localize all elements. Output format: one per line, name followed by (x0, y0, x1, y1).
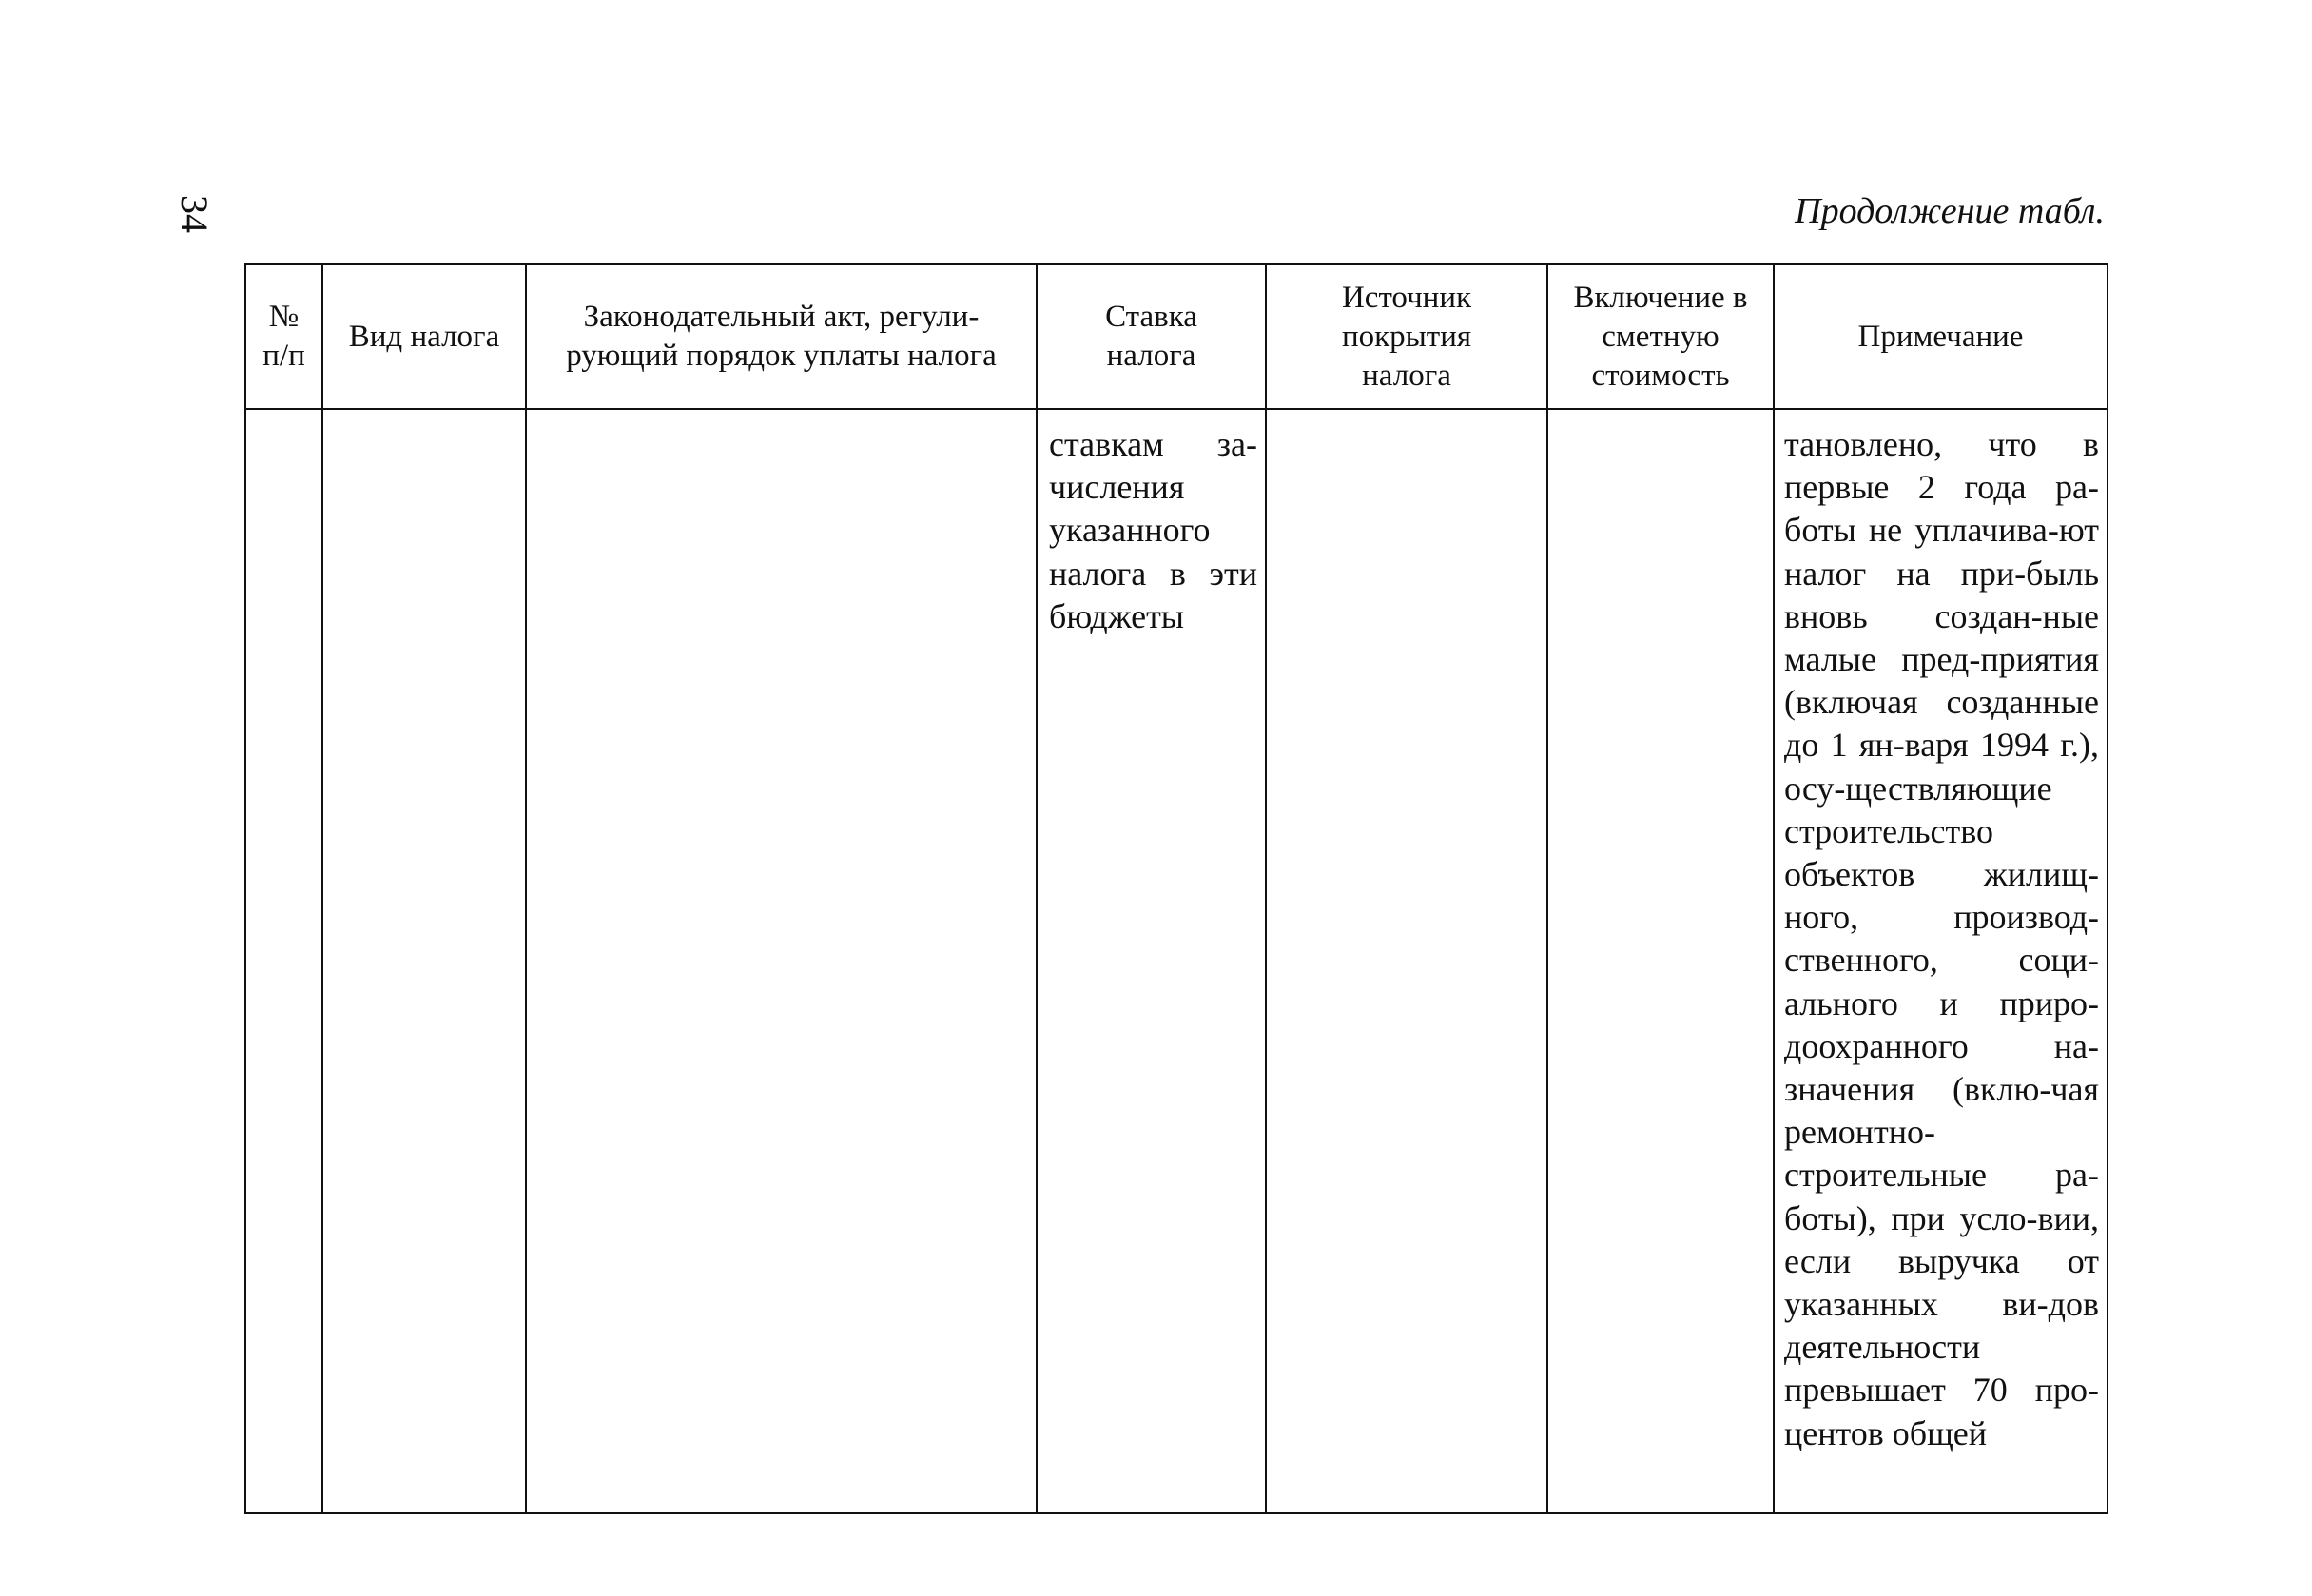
rate-text: ставкам за-числения указанного налога в эти бюджеты (1049, 425, 1257, 635)
header-note: Примечание (1774, 264, 2108, 409)
tax-table (244, 263, 2108, 1514)
header-number: № п/п (245, 264, 322, 409)
table-continuation-label: Продолжение табл. (1795, 191, 2105, 231)
header-estimate: Включение в сметную стоимость (1547, 264, 1774, 409)
cell-tax-type (322, 409, 526, 1513)
cell-estimate (1547, 409, 1774, 1513)
cell-number (245, 409, 322, 1513)
header-tax-type: Вид налога (322, 264, 526, 409)
header-legal-act: Законодательный акт, регули-рующий порядок уплаты налога (526, 264, 1037, 409)
page-number: 34 (173, 195, 216, 233)
note-text: тановлено, что в первые 2 года ра-боты не уплачива-ют налог на при-быль вновь создан-ные малые пред-приятия (включая созданные до 1 ян-варя 1994 г.), осу-ществляющие строительство объектов жилищ-ного, производ-ственного, соци-ального и приро-доохранного на-значения (вклю-чая ремонтно-строительные ра-боты), при усло-вии, если выручка от указанных ви-дов деятельности превышает 70 про-центов общей (1784, 425, 2099, 1452)
header-rate: Ставка налога (1037, 264, 1266, 409)
header-source: Источник покрытия налога (1266, 264, 1547, 409)
cell-legal-act (526, 409, 1037, 1513)
cell-rate (1037, 409, 1266, 1513)
table-row (245, 409, 2108, 1513)
cell-source (1266, 409, 1547, 1513)
cell-note (1774, 409, 2108, 1513)
table-header-row (245, 264, 2108, 409)
